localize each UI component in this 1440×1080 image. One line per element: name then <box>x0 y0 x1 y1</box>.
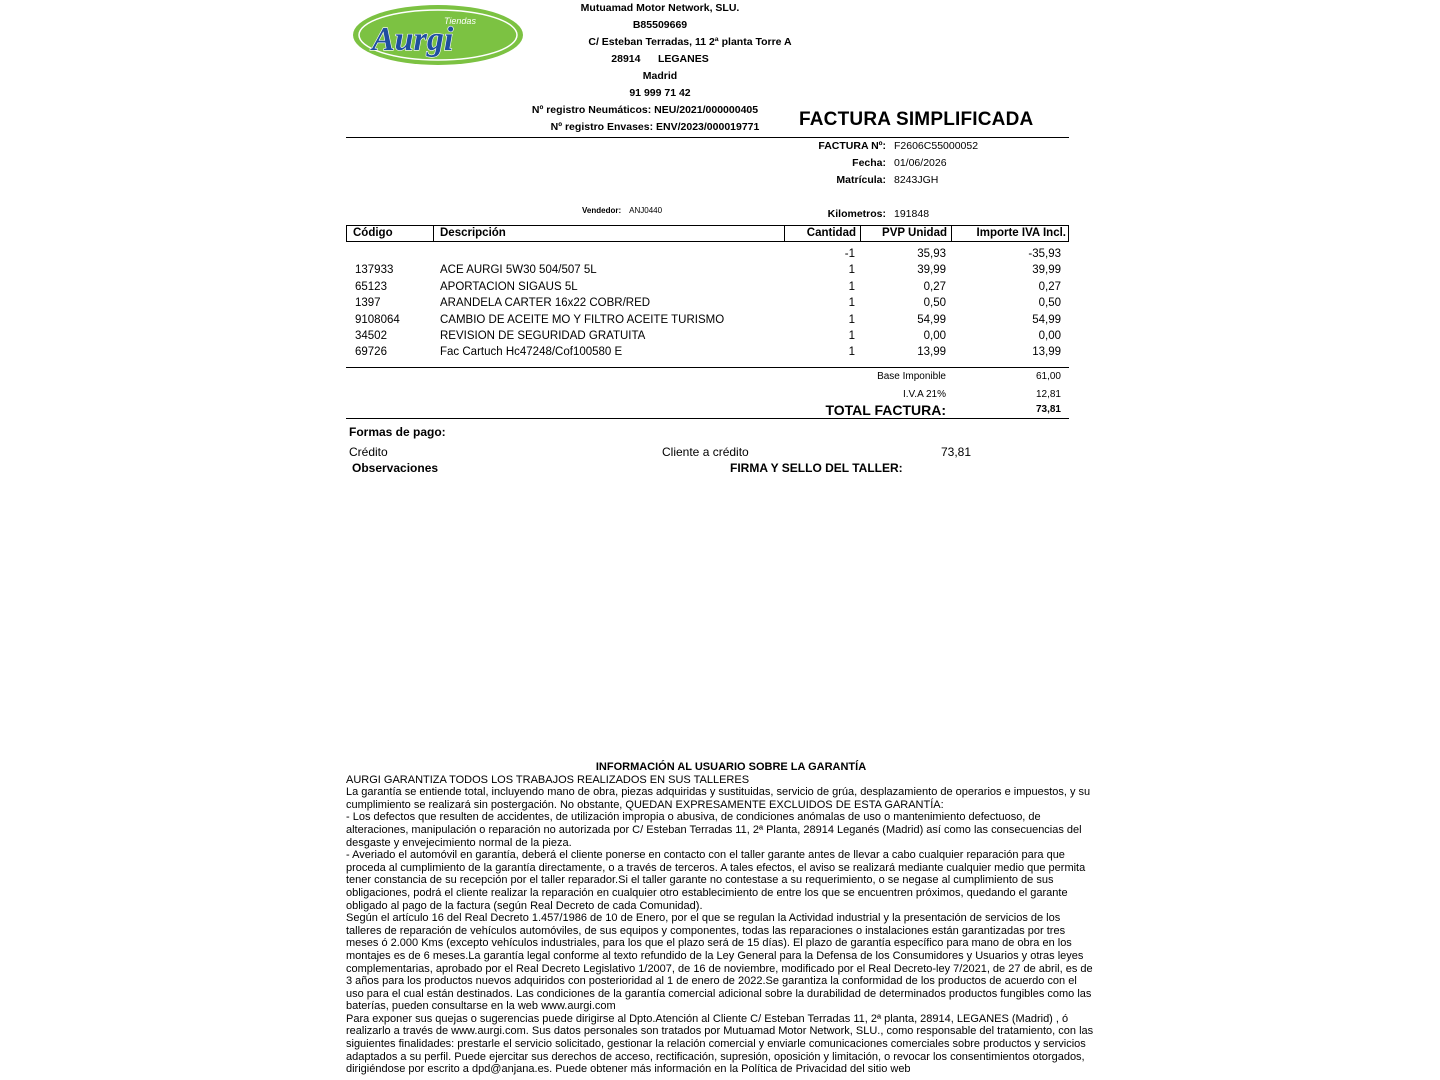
iva-label: I.V.A 21% <box>903 389 946 400</box>
row-quantity: 1 <box>848 346 855 359</box>
row-unit-price: 39,99 <box>917 264 946 277</box>
total-value: 73,81 <box>1035 404 1061 415</box>
guarantee-paragraph: Para exponer sus quejas o sugerencias puede dirigirse al Dpto.Atención al Cliente C/ Esteban Terradas 11, 2ª planta, 28914, LEGANES (Madrid) , ó realizarlo a través de www.aurgi.com. Sus datos personales son tratados por Mutuamad Motor Network, SLU., como responsable del tratamiento, con las siguientes finalidades: prestarle el servicio solicitado, gestionar la relación comercial y enviarle comunicaciones comerciales sobre productos y servicios adaptados a su perfil. Puede ejercitar sus derechos de acceso, rectificación, supresión, oposición y limitación, o revocar los consentimientos otorgados, dirigiéndose por escrito a dpd@anjana.es. Puede obtener más información en la Política de Privacidad del sitio web <box>346 1012 1094 1076</box>
table-row <box>346 246 1069 262</box>
row-quantity: 1 <box>848 280 855 293</box>
col-code: Código <box>347 226 434 241</box>
company-tyre-registry: Nº registro Neumáticos: NEU/2021/000000405 <box>531 104 759 116</box>
plate-label: Matrícula: <box>836 174 886 186</box>
table-row <box>346 344 1069 360</box>
table-row <box>346 262 1069 278</box>
table-row <box>346 295 1069 311</box>
guarantee-info <box>346 761 1096 1076</box>
row-quantity: 1 <box>848 329 855 342</box>
iva-value: 12,81 <box>1035 389 1061 400</box>
row-code: 1397 <box>355 297 381 310</box>
table-row <box>346 312 1069 328</box>
vendor-label: Vendedor: <box>582 206 622 215</box>
row-description: REVISION DE SEGURIDAD GRATUITA <box>440 329 646 342</box>
row-unit-price: 0,00 <box>923 329 946 342</box>
guarantee-paragraph: La garantía se entiende total, incluyendo mano de obra, piezas adquiridas y sustituidas, servicio de grúa, desplazamiento de operarios e impuestos, y su cumplimiento se realizará sin postergación. No obstante, QUEDAN EXPRESAMENTE EXCLUIDOS DE ESTA GARANTÍA: <box>346 786 1091 811</box>
row-total: -35,93 <box>1028 248 1061 260</box>
km-value: 191848 <box>894 208 930 220</box>
col-quantity: Cantidad <box>785 226 861 241</box>
observations-label: Observaciones <box>352 461 439 475</box>
invoice-date-label: Fecha: <box>852 157 886 169</box>
col-description: Descripción <box>434 226 785 241</box>
payment-method: Crédito <box>349 445 388 459</box>
payment-amount: 73,81 <box>941 445 972 459</box>
row-quantity: -1 <box>844 248 855 260</box>
company-packaging-registry: Nº registro Envases: ENV/2023/000019771 <box>550 121 760 133</box>
row-total: 13,99 <box>1032 346 1061 359</box>
row-unit-price: 0,27 <box>923 280 946 293</box>
row-code: 137933 <box>355 264 394 277</box>
table-row <box>346 279 1069 295</box>
col-total: Importe IVA Incl. <box>976 227 1066 239</box>
row-code: 65123 <box>355 280 387 293</box>
invoice-number-label: FACTURA Nº: <box>818 140 886 152</box>
row-quantity: 1 <box>848 297 855 310</box>
row-description: APORTACION SIGAUS 5L <box>440 280 578 293</box>
company-postcode: 28914 LEGANES <box>611 53 709 65</box>
row-total: 0,27 <box>1038 280 1061 293</box>
base-label: Base Imponible <box>877 371 946 382</box>
guarantee-title: INFORMACIÓN AL USUARIO SOBRE LA GARANTÍA <box>595 761 867 773</box>
row-code: 69726 <box>355 346 387 359</box>
guarantee-paragraph: - Averiado el automóvil en garantía, deberá el cliente ponerse en contacto con el taller garante antes de llevar a cabo cualquier reparación para que proceda al cumplimiento de la garantía directamente, o a través de terceros. A tales efectos, el aviso se realizará mediante cualquier medio que permita tener constancia de su recepción por el taller reparador.Si el taller garante no contestase a su requerimiento, o se negase al cumplimiento de sus obligaciones, podrá el cliente realizar la reparación en cualquier otro establecimiento de entre los que se encuentren próximos, quedando el garante obligado al pago de la factura (según Real Decreto de cada Comunidad). <box>346 849 1086 912</box>
vendor-value: ANJ0440 <box>629 206 663 215</box>
company-address: C/ Esteban Terradas, 11 2ª planta Torre A <box>588 36 792 48</box>
company-phone: 91 999 71 42 <box>629 87 691 99</box>
document-title: FACTURA SIMPLIFICADA <box>799 109 1034 130</box>
plate-value: 8243JGH <box>894 174 939 186</box>
row-description: ARANDELA CARTER 16x22 COBR/RED <box>440 297 651 310</box>
row-total: 54,99 <box>1032 313 1061 326</box>
payment-detail: Cliente a crédito <box>662 445 749 459</box>
guarantee-paragraph: AURGI GARANTIZA TODOS LOS TRABAJOS REALIZADOS EN SUS TALLERES <box>346 773 750 786</box>
base-value: 61,00 <box>1035 371 1061 382</box>
row-total: 0,50 <box>1038 297 1061 310</box>
row-unit-price: 0,50 <box>923 297 946 310</box>
row-unit-price: 54,99 <box>917 313 946 326</box>
header-divider <box>346 137 1069 138</box>
row-total: 39,99 <box>1032 264 1061 277</box>
row-description: CAMBIO DE ACEITE MO Y FILTRO ACEITE TURISMO <box>440 313 725 326</box>
logo-text: Aurgi <box>372 21 454 58</box>
row-unit-price: 13,99 <box>917 346 946 359</box>
company-name: Mutuamad Motor Network, SLU. <box>580 2 740 14</box>
total-label: TOTAL FACTURA: <box>825 402 946 418</box>
invoice-date: 01/06/2026 <box>894 157 947 169</box>
signature-label: FIRMA Y SELLO DEL TALLER: <box>730 461 903 475</box>
guarantee-paragraph: - Los defectos que resulten de accidentes, de utilización impropia o abusiva, de condiciones anómalas de uso o mantenimiento defectuoso, de alteraciones, manipulación o reparación no autorizada por C/ Esteban Terradas 11, 2ª Planta, 28914 Leganés (Madrid) así como las consecuencias del desgaste y envejecimiento normal de la pieza. <box>346 811 1082 849</box>
row-quantity: 1 <box>848 313 855 326</box>
vendor <box>582 206 662 215</box>
company-cif: B85509669 <box>632 19 688 31</box>
totals-divider <box>346 418 1069 419</box>
line-items <box>346 246 1069 361</box>
row-description: ACE AURGI 5W30 504/507 5L <box>440 264 597 277</box>
row-unit-price: 35,93 <box>917 248 946 260</box>
row-code: 34502 <box>355 329 387 342</box>
row-quantity: 1 <box>848 264 855 277</box>
company-info <box>470 0 850 136</box>
row-total: 0,00 <box>1038 329 1061 342</box>
row-description: Fac Cartuch Hc47248/Cof100580 E <box>440 346 623 359</box>
table-row <box>346 328 1069 344</box>
guarantee-paragraph: Según el artículo 16 del Real Decreto 1.457/1986 de 10 de Enero, por el que se regulan la Actividad industrial y la presentación de servicios de los talleres de reparación de vehículos automóviles, de sus equipos y componentes, todas las reparaciones o instalaciones están garantizadas por tres meses ó 2.000 Kms (excepto vehículos industriales, para los que el plazo será de 15 días). El plazo de garantía específico para mano de obra en los montajes es de 6 meses.La garantía legal conforme al texto refundido de la Ley General para la Defensa de los Consumidores y Usuarios y otras leyes complementarias, aprobado por el Real Decreto Legislativo 1/2007, de 16 de noviembre, modificado por el Real Decreto-ley 7/2021, de 27 de abril, es de 3 años para los productos nuevos adquiridos con posterioridad al 1 de enero de 2022.Se garantiza la conformidad de los productos de acuerdo con el uso para el cual están destinados. Las condiciones de la garantía comercial adicional sobre la durabilidad de determinados productos fungibles como las baterías, pueden consultarse en la web www.aurgi.com <box>346 912 1093 1013</box>
row-code: 9108064 <box>355 313 400 326</box>
table-bottom-divider <box>346 367 1069 368</box>
km-label: Kilometros: <box>827 208 886 220</box>
col-unit-price: PVP Unidad <box>861 226 952 241</box>
logo-subtext: Tiendas <box>444 16 476 26</box>
company-city: Madrid <box>642 70 678 82</box>
table-header <box>346 225 1069 242</box>
invoice-number: F2606C55000052 <box>894 140 979 152</box>
payment-title: Formas de pago: <box>349 425 446 439</box>
